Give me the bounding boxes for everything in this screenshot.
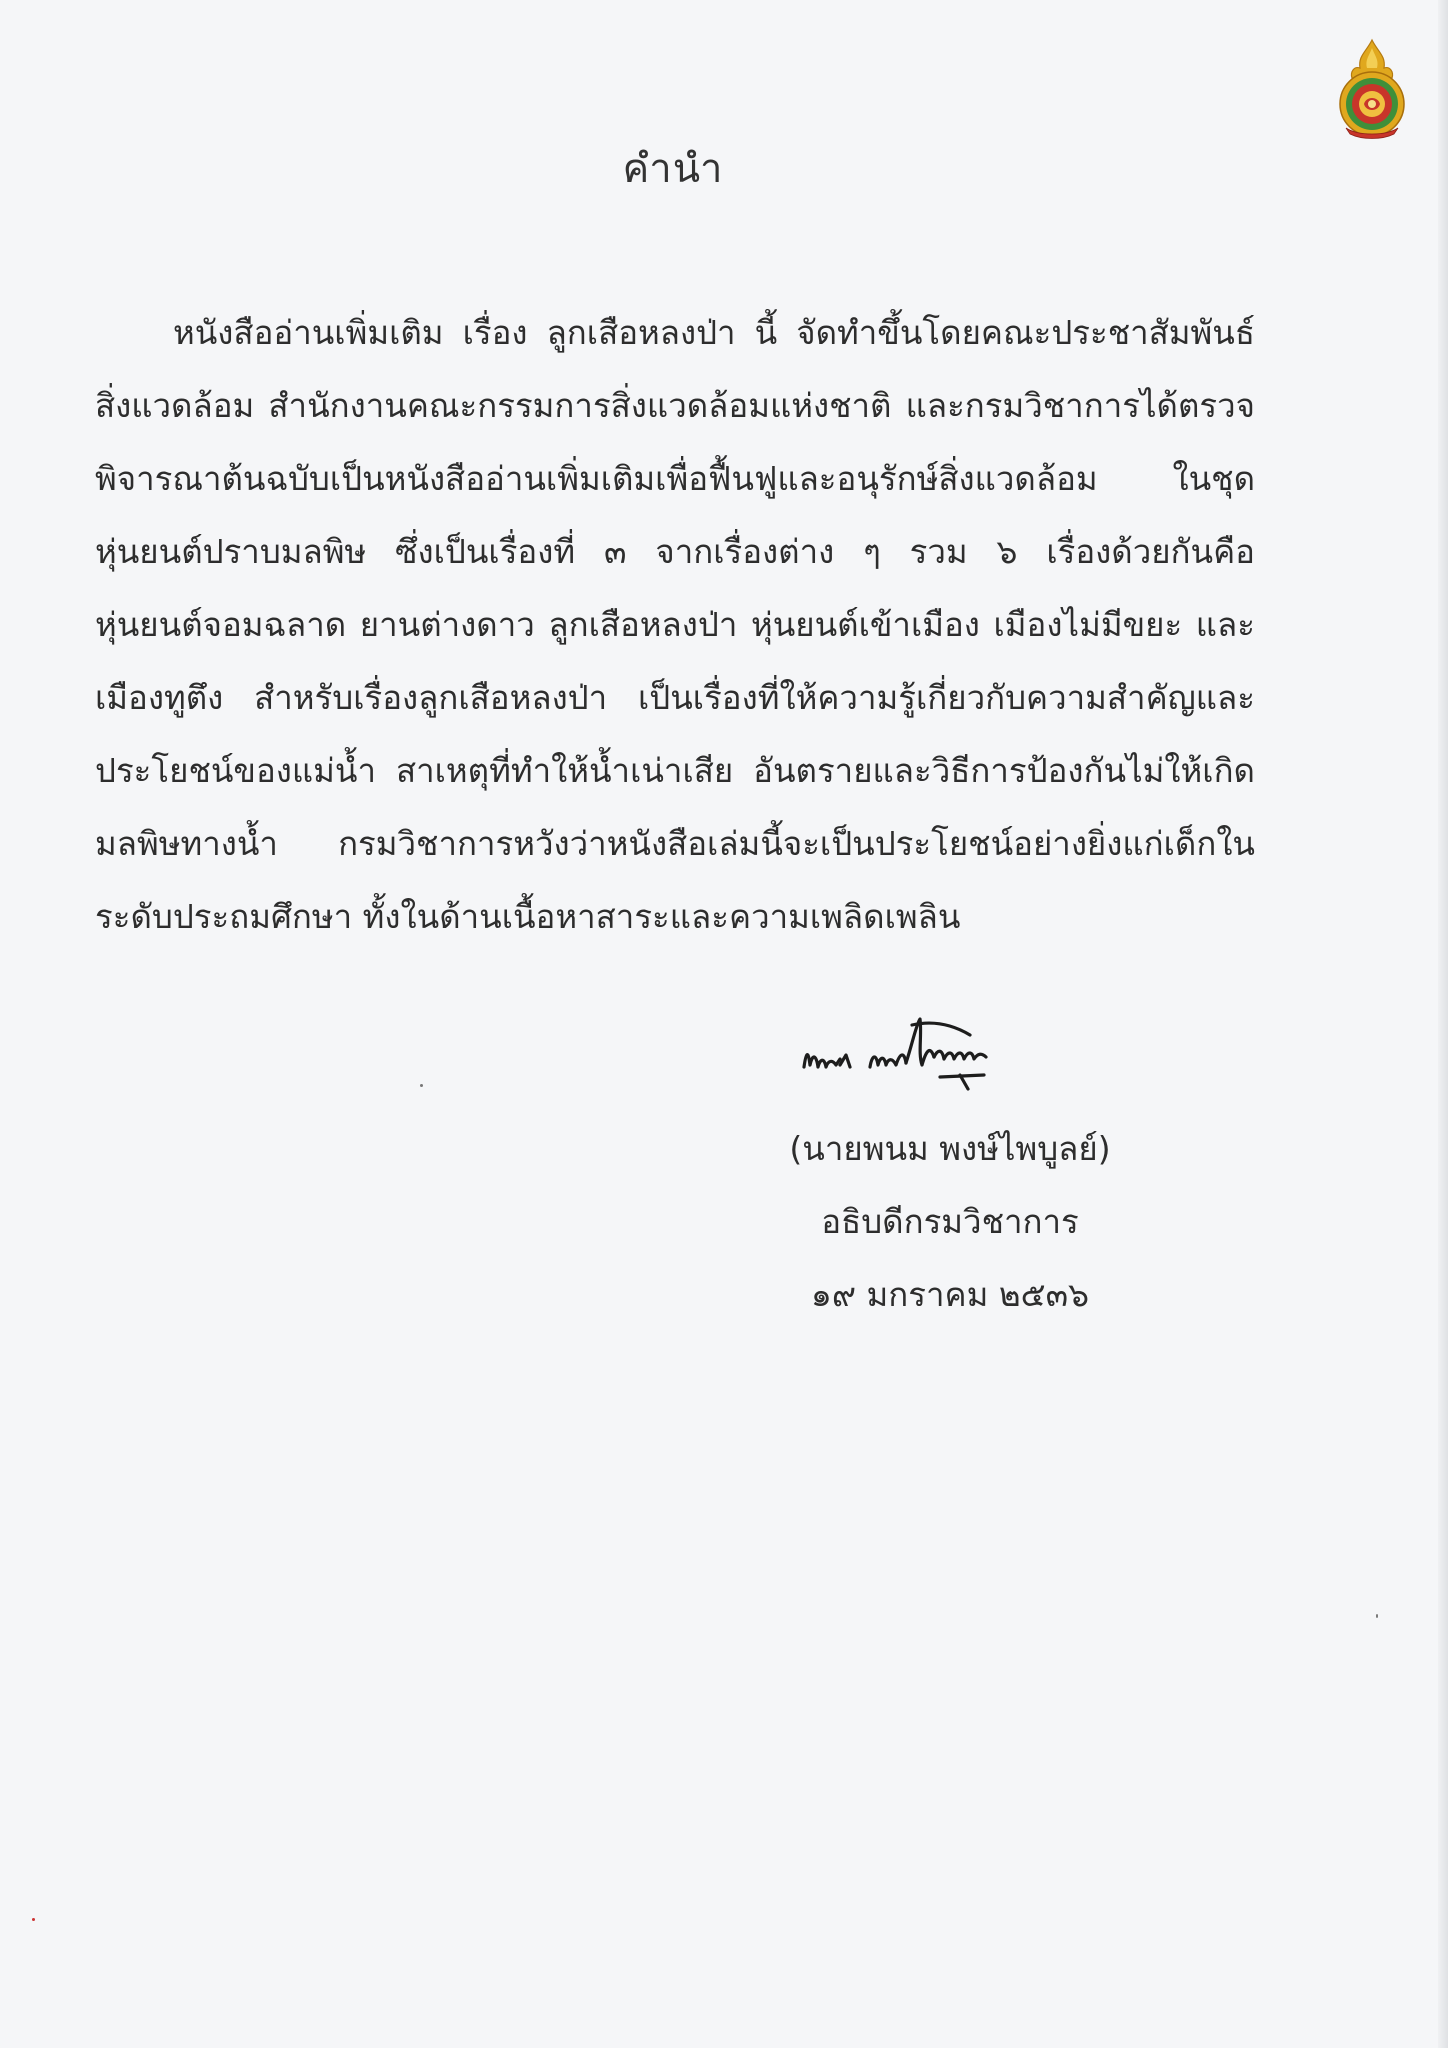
paragraph-line: หุ่นยนต์จอมฉลาด ยานต่างดาว ลูกเสือหลงป่า หุ่นยนต์เข้าเมือง เมืองไม่มีขยะ และ xyxy=(95,605,1255,644)
preface-paragraph xyxy=(95,296,1255,953)
document-date: ๑๙ มกราคม ๒๕๓๖ xyxy=(810,1275,1090,1314)
paragraph-line: พิจารณาต้นฉบับเป็นหนังสืออ่านเพิ่มเติมเพื่อฟื้นฟูและอนุรักษ์สิ่งแวดล้อม ในชุด xyxy=(95,459,1255,498)
paragraph-line: เมืองทูตึง สำหรับเรื่องลูกเสือหลงป่า เป็นเรื่องที่ให้ความรู้เกี่ยวกับความสำคัญและ xyxy=(95,678,1255,717)
paragraph-line: ประโยชน์ของแม่น้ำ สาเหตุที่ทำให้น้ำเน่าเสีย อันตรายและวิธีการป้องกันไม่ให้เกิด xyxy=(95,751,1255,790)
paragraph-line: หุ่นยนต์ปราบมลพิษ ซึ่งเป็นเรื่องที่ ๓ จากเรื่องต่าง ๆ รวม ๖ เรื่องด้วยกันคือ xyxy=(95,532,1255,571)
signatory-position: อธิบดีกรมวิชาการ xyxy=(821,1202,1079,1241)
paragraph-line: สิ่งแวดล้อม สำนักงานคณะกรรมการสิ่งแวดล้อมแห่งชาติ และกรมวิชาการได้ตรวจ xyxy=(95,386,1255,425)
signatory-name: (นายพนม พงษ์ไพบูลย์) xyxy=(789,1129,1111,1168)
page-edge xyxy=(1438,0,1448,2048)
page-title: คำนำ xyxy=(622,146,724,192)
paragraph-line: ระดับประถมศึกษา ทั้งในด้านเนื้อหาสาระและความเพลิดเพลิน xyxy=(95,897,961,936)
scan-speck xyxy=(1376,1614,1378,1618)
paragraph-line: มลพิษทางน้ำ กรมวิชาการหวังว่าหนังสือเล่มนี้จะเป็นประโยชน์อย่างยิ่งแก่เด็กใน xyxy=(95,824,1255,863)
scan-speck xyxy=(420,1084,423,1087)
handwritten-signature xyxy=(800,1005,1070,1105)
scan-speck xyxy=(32,1918,35,1921)
signature-block xyxy=(740,1112,1160,1331)
paragraph-line: หนังสืออ่านเพิ่มเติม เรื่อง ลูกเสือหลงป่า นี้ จัดทำขึ้นโดยคณะประชาสัมพันธ์ xyxy=(173,313,1255,352)
ministry-emblem-icon xyxy=(1336,38,1408,140)
